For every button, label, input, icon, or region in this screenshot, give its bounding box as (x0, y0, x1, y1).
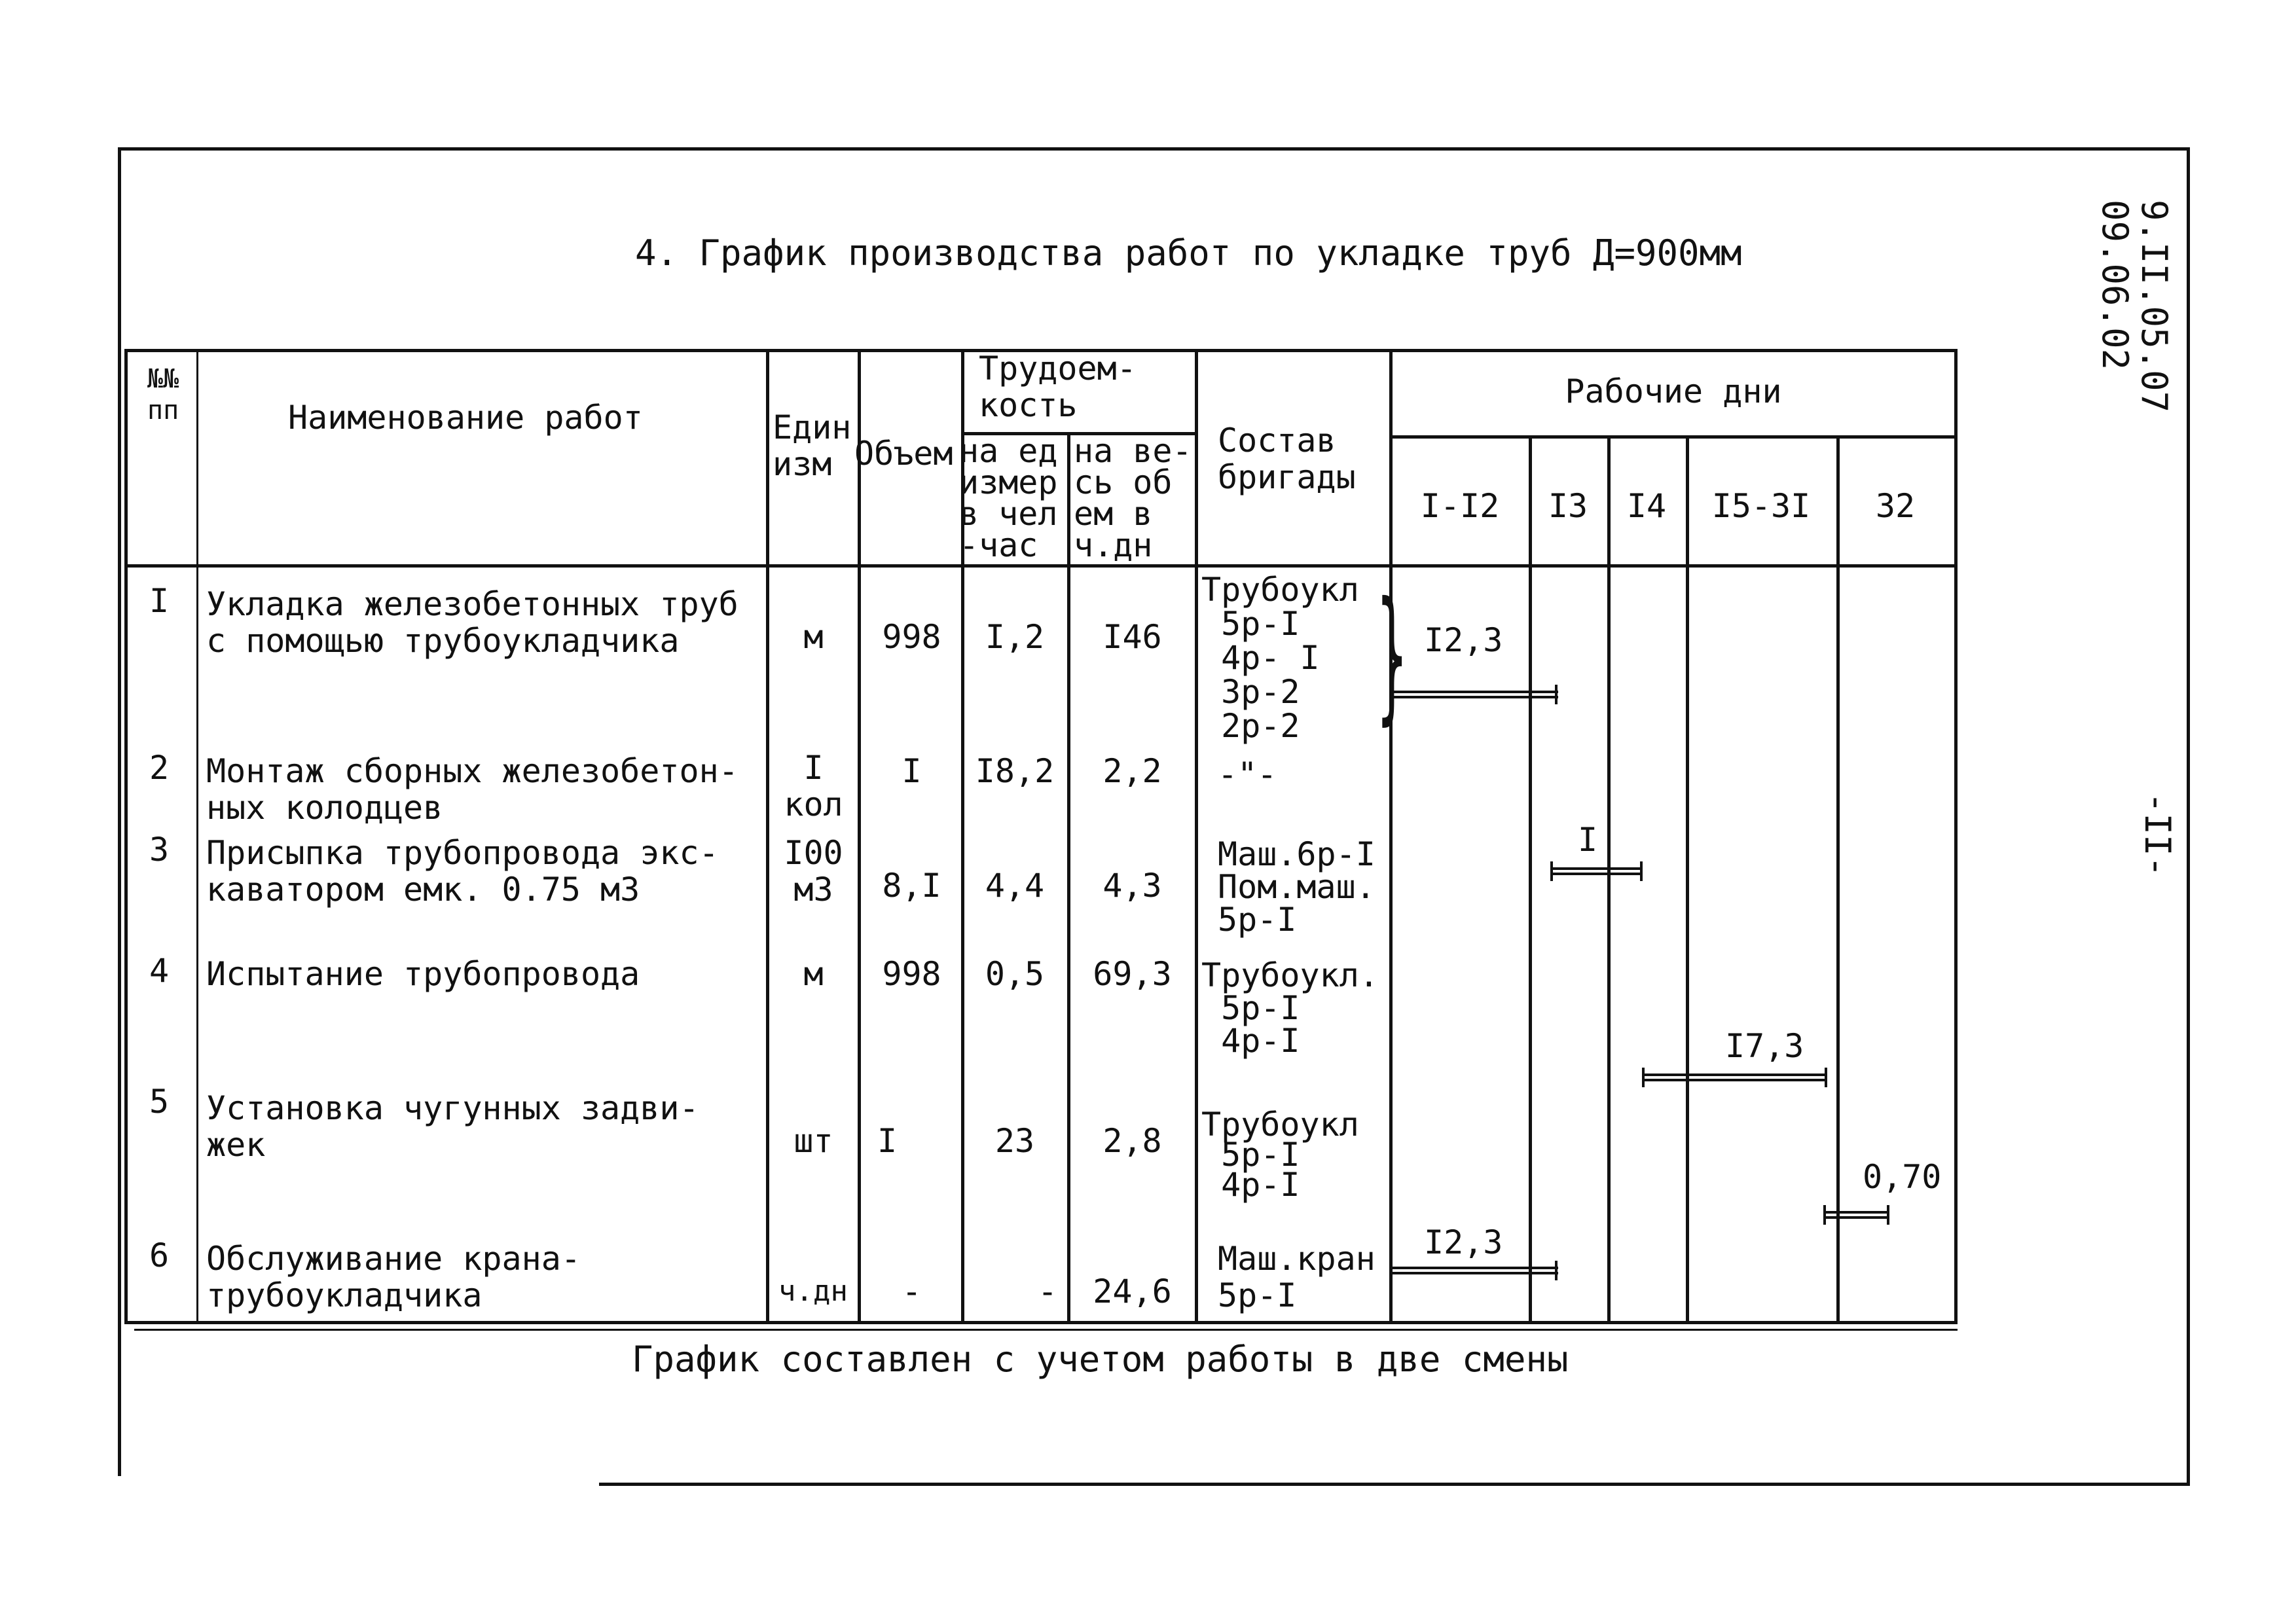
table-left (124, 349, 128, 1324)
row-3-crew: Маш.6р-I Пом.маш. 5р-I (1218, 835, 1376, 939)
header-crew: Состав бригады (1218, 422, 1356, 496)
header-num: №№ пп (147, 364, 179, 425)
row-3-unit: I00 м3 (784, 834, 843, 909)
bar-3 (1642, 1074, 1827, 1081)
row-1-name: Укладка железобетонных труб с помощью трубоукладчика (206, 585, 738, 660)
row-5-unit: шт (793, 1122, 833, 1160)
row-4-unit: м (803, 955, 824, 993)
header-unit: Един изм (773, 408, 852, 483)
bar-2-end-tick (1640, 861, 1643, 881)
bar-2 (1550, 867, 1642, 875)
row-5-num: 5 (149, 1083, 170, 1121)
table-right (1954, 349, 1958, 1324)
col-sep-day2 (1607, 435, 1611, 1321)
bar-1-end-tick (1555, 685, 1558, 704)
bar-2-start-tick (1550, 861, 1553, 881)
row-6-name: Обслуживание крана- трубоукладчика (206, 1240, 581, 1314)
row-6-volume: - (902, 1272, 922, 1310)
doc-code (2095, 200, 2174, 412)
row-5-name: Установка чугунных задви- жек (206, 1089, 699, 1164)
row-2-labor-total: 2,2 (1102, 752, 1162, 790)
row-1-unit: м (803, 618, 824, 656)
row-1-labor-total: I46 (1102, 618, 1162, 656)
header-day-col-3: I4 (1626, 487, 1667, 525)
frame-left (118, 147, 121, 1476)
header-days: Рабочие дни (1565, 372, 1782, 410)
frame-right (2187, 147, 2190, 1486)
frame-bottom (599, 1483, 2190, 1486)
bar-4-start-tick (1823, 1205, 1826, 1225)
bar-1-label: I2,3 (1424, 621, 1503, 659)
row-3-num: 3 (149, 831, 170, 869)
row-5-labor-total: 2,8 (1102, 1122, 1162, 1160)
col-sep-num (196, 349, 198, 1321)
row-3-volume: 8,I (882, 867, 941, 905)
row-4-labor-unit: 0,5 (985, 955, 1045, 993)
row-5-volume: I (877, 1122, 898, 1160)
row-2-num: 2 (149, 749, 170, 787)
row-5-labor-unit: 23 (994, 1122, 1035, 1160)
footer-note: График составлен с учетом работы в две смены (632, 1339, 1569, 1380)
row-4-num: 4 (149, 952, 170, 990)
row-2-labor-unit: I8,2 (975, 752, 1055, 790)
bar-3-label: I7,3 (1725, 1027, 1804, 1065)
row-3-labor-total: 4,3 (1102, 867, 1162, 905)
row-4-crew: Трубоукл. 5р-I 4р-I (1201, 956, 1379, 1060)
row-4-labor-total: 69,3 (1093, 955, 1172, 993)
row-6-num: 6 (149, 1236, 170, 1274)
row-6-crew: Маш.кран 5р-I (1218, 1240, 1376, 1314)
row-2-unit: I кол (784, 749, 843, 823)
row-1-labor-unit: I,2 (985, 618, 1045, 656)
header-day-col-5: 32 (1875, 487, 1916, 525)
bar-3-start-tick (1642, 1068, 1645, 1087)
bar-4-end-tick (1887, 1205, 1889, 1225)
row-3-labor-unit: 4,4 (985, 867, 1045, 905)
bar-4 (1823, 1211, 1889, 1219)
footer-line (134, 1329, 1958, 1331)
row-1-num: I (149, 582, 170, 620)
row-1-volume: 998 (882, 618, 941, 656)
header-day-col-1: I-I2 (1420, 487, 1500, 525)
row-2-crew: -"- (1218, 755, 1277, 793)
row-4-name: Испытание трубопровода (206, 955, 640, 993)
row-6-labor-unit: - (1038, 1272, 1058, 1310)
page-title: 4. График производства работ по укладке труб Д=900мм (635, 232, 1742, 274)
bar-3-end-tick (1825, 1068, 1827, 1087)
col-sep-day4 (1836, 435, 1840, 1321)
doc-code-1: 9.II.05.07 (2134, 200, 2175, 413)
col-sep-day1 (1529, 435, 1532, 1321)
row-2-name: Монтаж сборных железобетон- ных колодцев (206, 752, 738, 827)
bar-5-label: I2,3 (1424, 1223, 1503, 1261)
row-1-crew-brace: } (1377, 571, 1408, 738)
header-labor-total: на ве- сь об ем в ч.дн (1074, 432, 1192, 564)
col-sep-day3 (1686, 435, 1689, 1321)
frame-top (118, 147, 2190, 151)
bar-1 (1391, 691, 1558, 698)
header-volume: Объем (854, 435, 953, 473)
header-day-col-2: I3 (1548, 487, 1588, 525)
row-6-labor-total: 24,6 (1093, 1272, 1172, 1310)
row-4-volume: 998 (882, 955, 941, 993)
bar-5 (1391, 1267, 1558, 1274)
header-labor-unit: на ед измер в чел -час (959, 432, 1058, 564)
page-number: -II- (2137, 792, 2178, 878)
row-5-crew: Трубоукл 5р-I 4р-I (1201, 1106, 1359, 1204)
row-2-volume: I (902, 752, 922, 790)
col-sep-unit (858, 349, 861, 1321)
bar-2-label: I (1578, 821, 1598, 859)
row-3-name: Присыпка трубопровода экс- каватором емк. 0.75 м3 (206, 834, 719, 909)
row-6-unit: ч.дн (778, 1274, 848, 1308)
bar-4-label: 0,70 (1863, 1158, 1942, 1196)
header-day-col-4: I5-3I (1711, 487, 1811, 525)
doc-code-2: 09.06.02 (2094, 200, 2136, 370)
bar-5-end-tick (1555, 1261, 1558, 1280)
table-bottom (124, 1321, 1958, 1324)
header-name: Наименование работ (288, 399, 643, 437)
days-sub-line (1389, 435, 1958, 439)
header-bottom (124, 564, 1958, 568)
col-sep-labor-total (1195, 349, 1198, 1321)
row-1-crew: Трубоукл 5р-I 4р- I 3р-2 2р-2 (1201, 571, 1359, 745)
header-labor: Трудоем- кость (979, 350, 1137, 424)
